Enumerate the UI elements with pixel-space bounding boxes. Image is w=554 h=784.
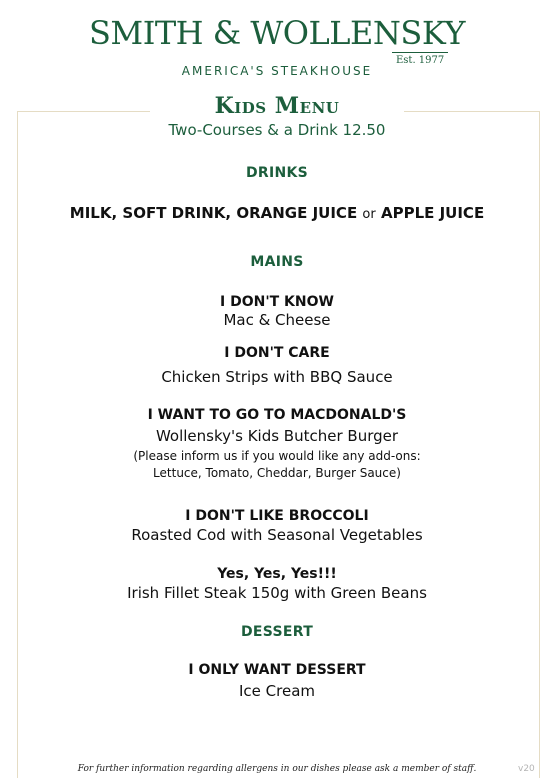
allergen-footer-note: For further information regarding allergens in our dishes please ask a member of staff. [77, 764, 477, 774]
main-item-note: Lettuce, Tomato, Cheddar, Burger Sauce) [153, 466, 401, 480]
main-item-dish: Mac & Cheese [223, 311, 331, 329]
drinks-heading: DRINKS [245, 165, 309, 181]
main-item-dish: Irish Fillet Steak 150g with Green Beans [127, 584, 427, 602]
mains-heading: MAINS [250, 254, 304, 270]
dessert-item-title: I ONLY WANT DESSERT [188, 662, 366, 678]
brand-tagline: AMERICA'S STEAKHOUSE [181, 64, 373, 78]
main-item-title: I DON'T LIKE BROCCOLI [185, 508, 369, 524]
brand-name: SMITH & WOLLENSKY [89, 14, 465, 52]
menu-subtitle: Two-Courses & a Drink 12.50 [168, 121, 386, 139]
menu-title: Kids Menu [214, 93, 340, 119]
version-label: v20 [518, 764, 535, 774]
main-item-title: Yes, Yes, Yes!!! [217, 566, 337, 582]
main-item-dish: Roasted Cod with Seasonal Vegetables [131, 526, 423, 544]
main-item-dish: Chicken Strips with BBQ Sauce [161, 368, 393, 386]
drinks-or: or [362, 207, 376, 222]
main-item-title: I WANT TO GO TO MACDONALD'S [147, 407, 407, 423]
main-item-note: (Please inform us if you would like any add-ons: [133, 449, 421, 463]
main-item-dish: Wollensky's Kids Butcher Burger [155, 427, 399, 445]
dessert-heading: DESSERT [240, 624, 314, 640]
established-year: Est. 1977 [392, 52, 448, 66]
drinks-list-part1: MILK, SOFT DRINK, ORANGE JUICE [69, 204, 358, 222]
tagline-row [0, 52, 554, 82]
dessert-item-dish: Ice Cream [238, 682, 315, 700]
menu-title-box [150, 92, 404, 140]
drinks-list-part2: APPLE JUICE [380, 204, 485, 222]
main-item-title: I DON'T CARE [224, 345, 330, 361]
header [0, 14, 554, 82]
main-item-title: I DON'T KNOW [220, 294, 334, 310]
drinks-list [0, 204, 554, 222]
